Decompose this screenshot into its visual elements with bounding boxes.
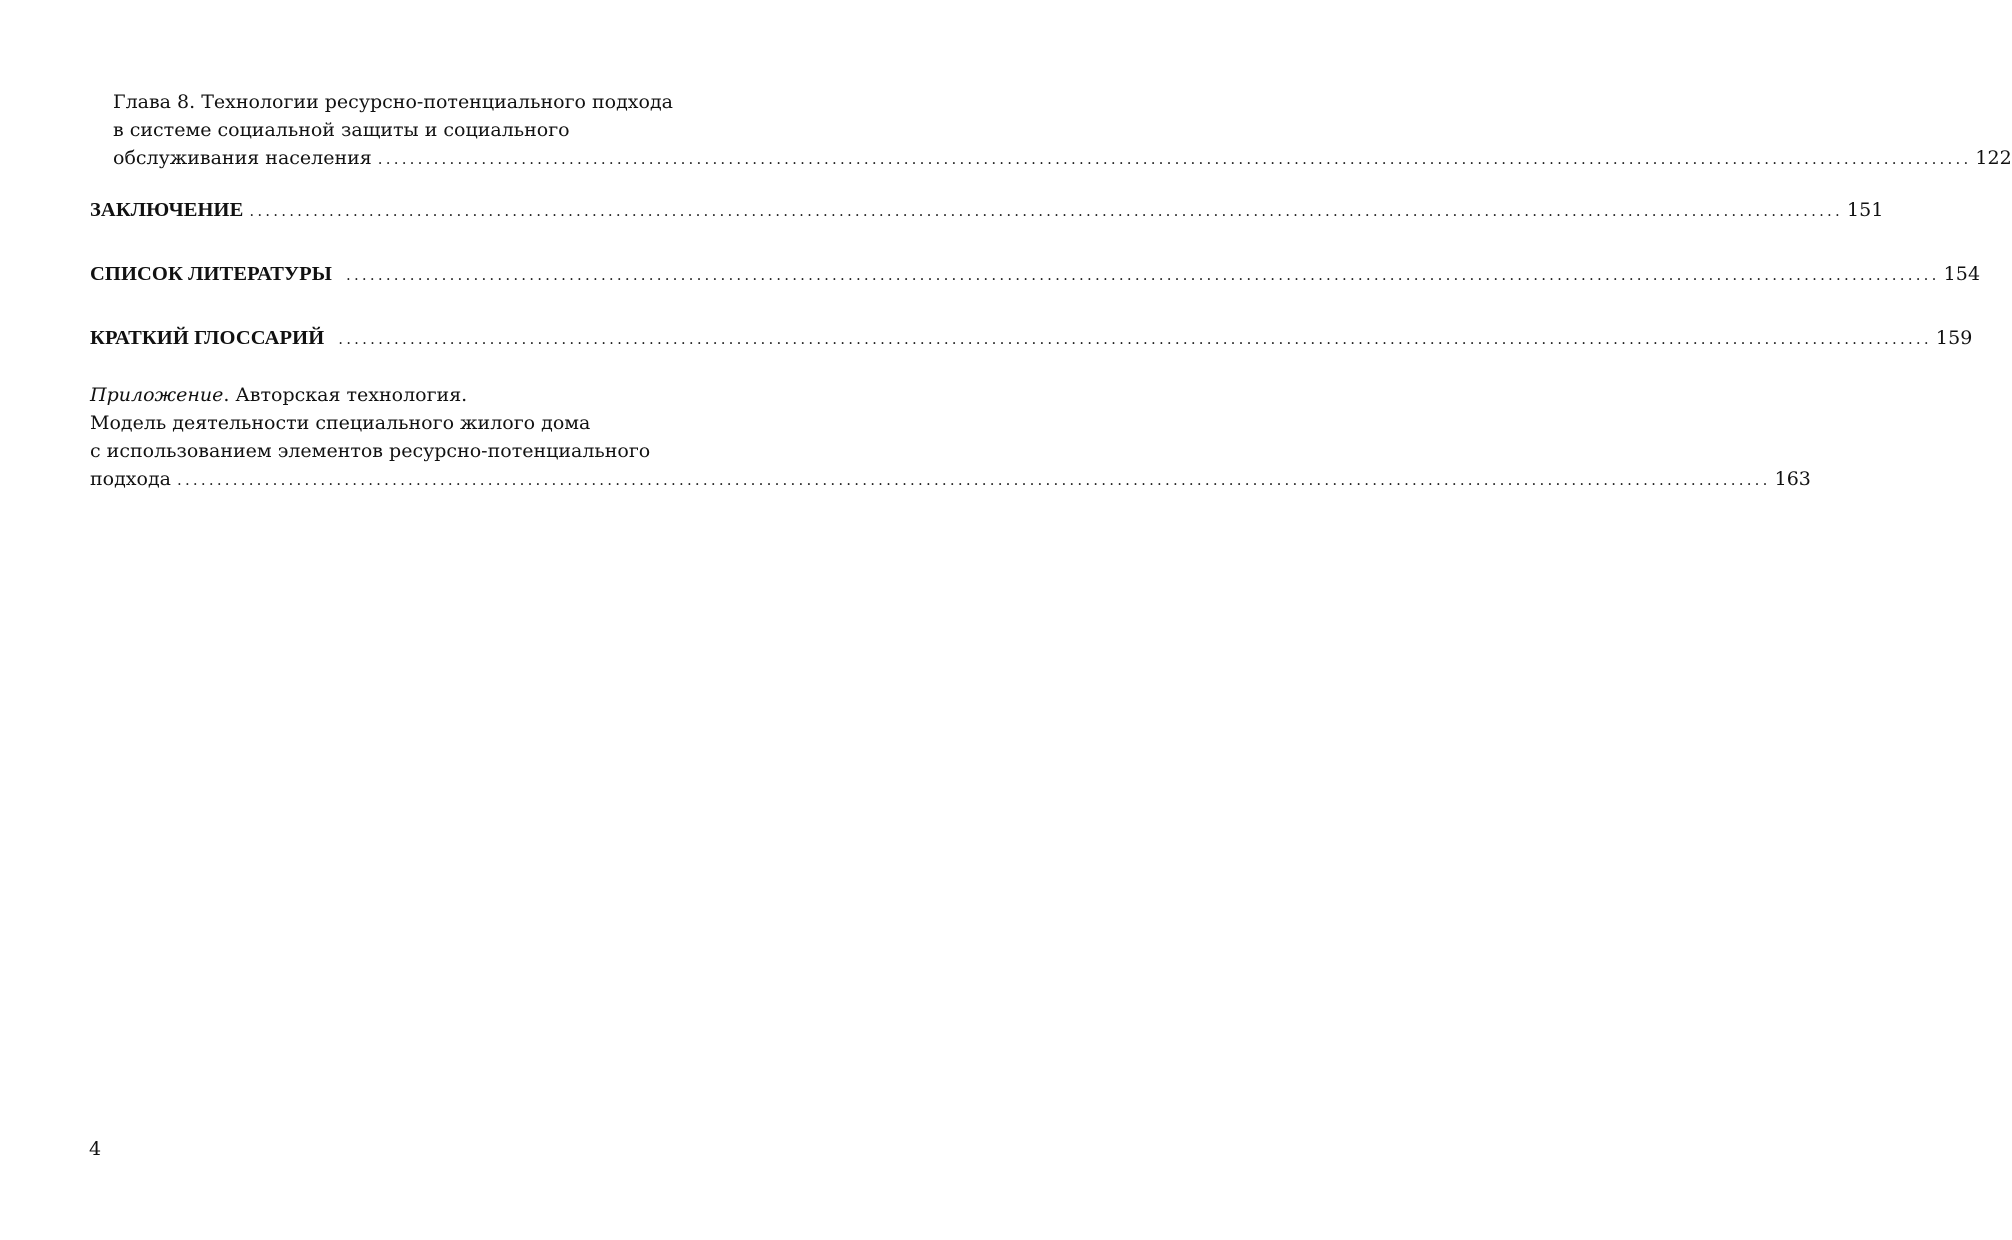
dot-leader: ........................................................................................................................................................................................................ (249, 202, 1843, 220)
toc-entry-conclusion[interactable] (90, 196, 1884, 225)
entry-last-line (90, 465, 1811, 494)
dot-leader: ........................................................................................................................................................................................................ (377, 150, 1972, 168)
entry-last-line (90, 324, 1973, 353)
entry-label: СПИСОК ЛИТЕРАТУРЫ (90, 263, 332, 285)
table-of-contents (90, 88, 2012, 494)
entry-label: ЗАКЛЮЧЕНИЕ (90, 199, 244, 221)
entry-last-line (90, 196, 1884, 225)
entry-line (90, 381, 785, 409)
toc-entry-references[interactable] (90, 260, 1981, 289)
entry-line: Модель деятельности специального жилого дома (90, 412, 591, 434)
entry-label: подхода (90, 468, 171, 490)
toc-entry-glossary[interactable] (90, 324, 1973, 353)
page-number: 159 (1935, 327, 1973, 349)
dot-leader: ........................................................................................................................................................................................................ (345, 266, 1940, 284)
appendix-title-start: . Авторская технология. (223, 384, 468, 406)
toc-entry-chapter-8[interactable] (90, 88, 2012, 173)
page-number: 122 (1975, 147, 2012, 169)
entry-line: с использованием элементов ресурсно-потенциального (90, 440, 651, 462)
dot-leader: ........................................................................................................................................................................................................ (338, 330, 1932, 348)
page-folio-number: 4 (89, 1138, 102, 1160)
dot-leader: ........................................................................................................................................................................................................ (176, 471, 1771, 489)
page-number: 151 (1846, 199, 1884, 221)
page-number: 163 (1774, 468, 1811, 490)
entry-last-line (113, 144, 2012, 173)
page-number: 154 (1943, 263, 1981, 285)
entry-label: КРАТКИЙ ГЛОССАРИЙ (90, 327, 325, 349)
entry-label: обслуживания населения (113, 147, 372, 169)
toc-entry-appendix[interactable] (90, 381, 1811, 494)
appendix-prefix: Приложение (90, 384, 224, 406)
entry-line: в системе социальной защиты и социального (113, 119, 570, 141)
entry-last-line (90, 260, 1981, 289)
entry-line: Глава 8. Технологии ресурсно-потенциального подхода (113, 91, 673, 113)
